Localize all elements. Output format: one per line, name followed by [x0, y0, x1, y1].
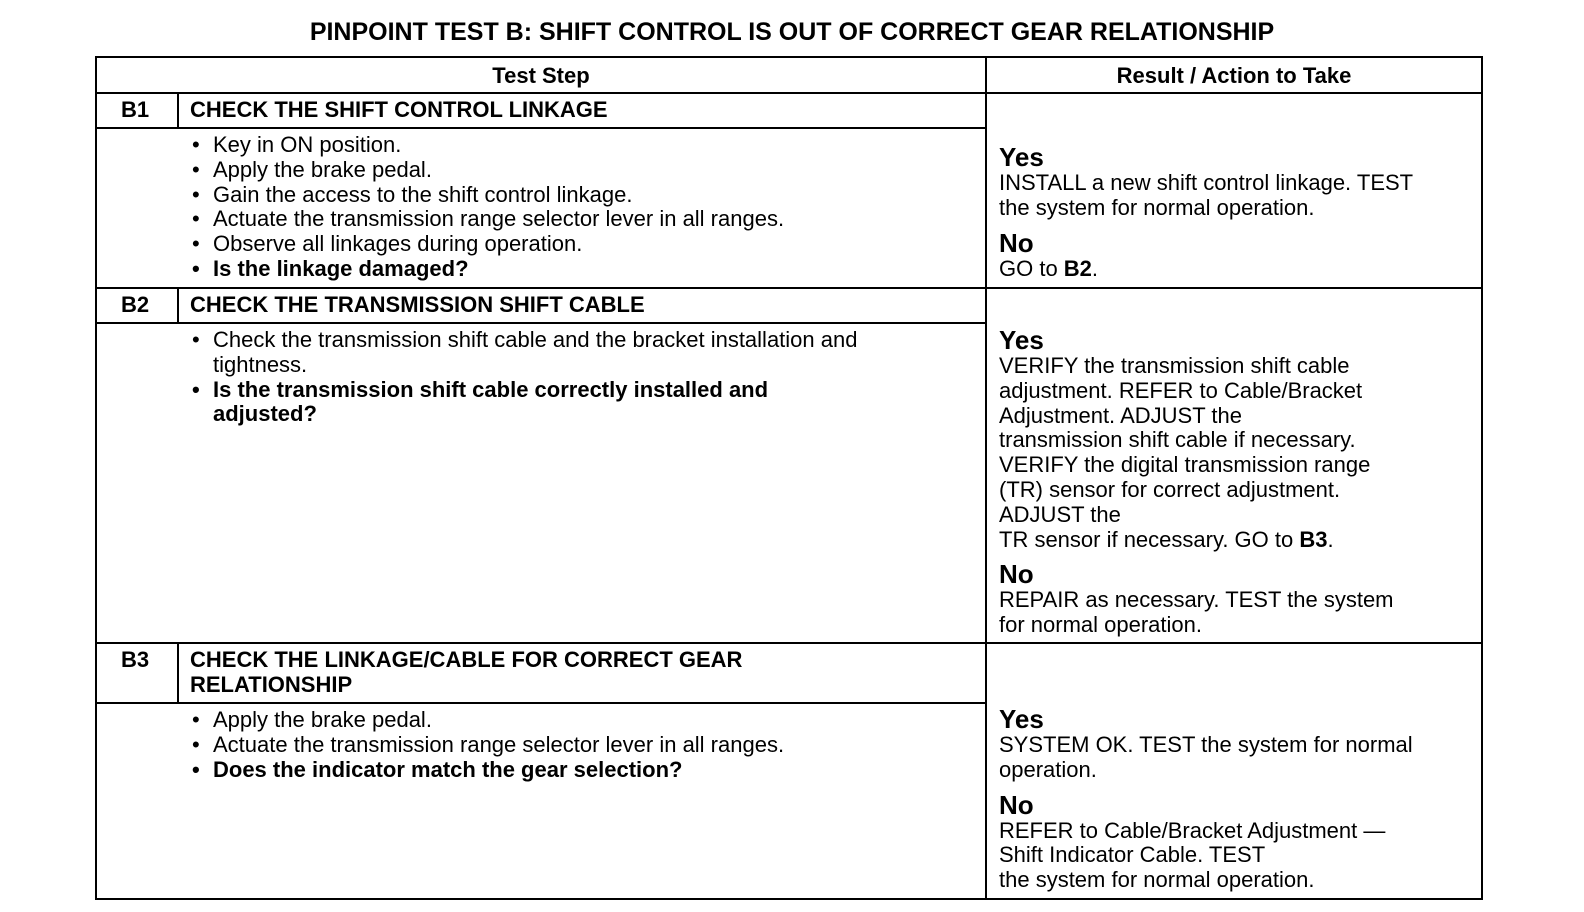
- yes-action: the system for normal operation.: [999, 194, 1315, 220]
- question-item: • Is the transmission shift cable correctly installed and adjusted?: [192, 376, 769, 427]
- yes-action: adjustment. REFER to Cable/Bracket: [999, 377, 1363, 403]
- row-divider: [97, 127, 985, 129]
- yes-label: Yes: [999, 325, 1044, 355]
- instruction-item: • Apply the brake pedal.: [192, 156, 432, 182]
- no-action: REFER to Cable/Bracket Adjustment —: [999, 817, 1386, 843]
- row-divider: [97, 642, 1481, 644]
- yes-action: operation.: [999, 756, 1097, 782]
- instruction-item: • Observe all linkages during operation.: [192, 231, 583, 257]
- no-action: for normal operation.: [999, 612, 1202, 638]
- yes-action: TR sensor if necessary. GO to B3.: [999, 526, 1334, 552]
- yes-action: Adjustment. ADJUST the: [999, 402, 1242, 428]
- instruction-item: • Key in ON position.: [192, 132, 402, 157]
- yes-action: transmission shift cable if necessary.: [999, 427, 1356, 453]
- yes-action: VERIFY the transmission shift cable: [999, 353, 1350, 378]
- pinpoint-test-table: [95, 56, 1483, 900]
- no-label: No: [999, 559, 1034, 590]
- yes-action: ADJUST the: [999, 501, 1121, 527]
- question-item: • Is the linkage damaged?: [192, 255, 469, 281]
- step-id: B1: [121, 97, 150, 122]
- result-cell: [999, 706, 1479, 893]
- step-instructions: [177, 708, 977, 782]
- no-label: No: [999, 227, 1034, 258]
- instruction-item: • Actuate the transmission range selector lever in all ranges.: [192, 206, 785, 232]
- header-test-step: Test Step: [492, 63, 590, 88]
- yes-label: Yes: [999, 142, 1044, 172]
- step-heading: CHECK THE SHIFT CONTROL LINKAGE: [190, 97, 608, 122]
- question-item: • Does the indicator match the gear selection?: [192, 756, 683, 782]
- step-id: B2: [121, 292, 150, 317]
- id-divider: [177, 642, 179, 702]
- yes-action: VERIFY the digital transmission range: [999, 452, 1371, 478]
- yes-action: (TR) sensor for correct adjustment.: [999, 476, 1341, 502]
- result-cell: [999, 144, 1479, 281]
- instruction-item: • Check the transmission shift cable and the bracket installation and tightness.: [192, 327, 858, 377]
- row-divider: [97, 322, 985, 324]
- id-divider: [177, 287, 179, 322]
- no-action: GO to B2.: [999, 255, 1099, 281]
- no-action: REPAIR as necessary. TEST the system: [999, 587, 1394, 613]
- instruction-item: • Gain the access to the shift control linkage.: [192, 181, 633, 207]
- yes-action: INSTALL a new shift control linkage. TEST: [999, 170, 1414, 195]
- column-divider: [985, 58, 987, 898]
- step-reference: B2: [1063, 255, 1092, 281]
- header-result: Result / Action to Take: [1116, 63, 1352, 88]
- instruction-item: • Actuate the transmission range selector lever in all ranges.: [192, 731, 785, 757]
- no-action: Shift Indicator Cable. TEST: [999, 842, 1266, 868]
- no-action: the system for normal operation.: [999, 867, 1315, 893]
- no-label: No: [999, 789, 1034, 820]
- id-divider: [177, 92, 179, 127]
- step-id: B3: [121, 647, 150, 672]
- instruction-item: • Apply the brake pedal.: [192, 707, 432, 732]
- row-divider: [97, 702, 985, 704]
- page-title: PINPOINT TEST B: SHIFT CONTROL IS OUT OF CORRECT GEAR RELATIONSHIP: [309, 18, 1275, 46]
- step-heading: CHECK THE TRANSMISSION SHIFT CABLE: [190, 292, 645, 317]
- row-divider: [97, 287, 1481, 289]
- step-heading: CHECK THE LINKAGE/CABLE FOR CORRECT GEAR RELATIONSHIP: [190, 647, 743, 697]
- step-instructions: [177, 328, 877, 427]
- yes-action: SYSTEM OK. TEST the system for normal: [999, 732, 1413, 757]
- result-cell: [999, 327, 1479, 638]
- step-reference: B3: [1299, 526, 1328, 552]
- step-instructions: [177, 133, 977, 282]
- yes-label: Yes: [999, 704, 1044, 734]
